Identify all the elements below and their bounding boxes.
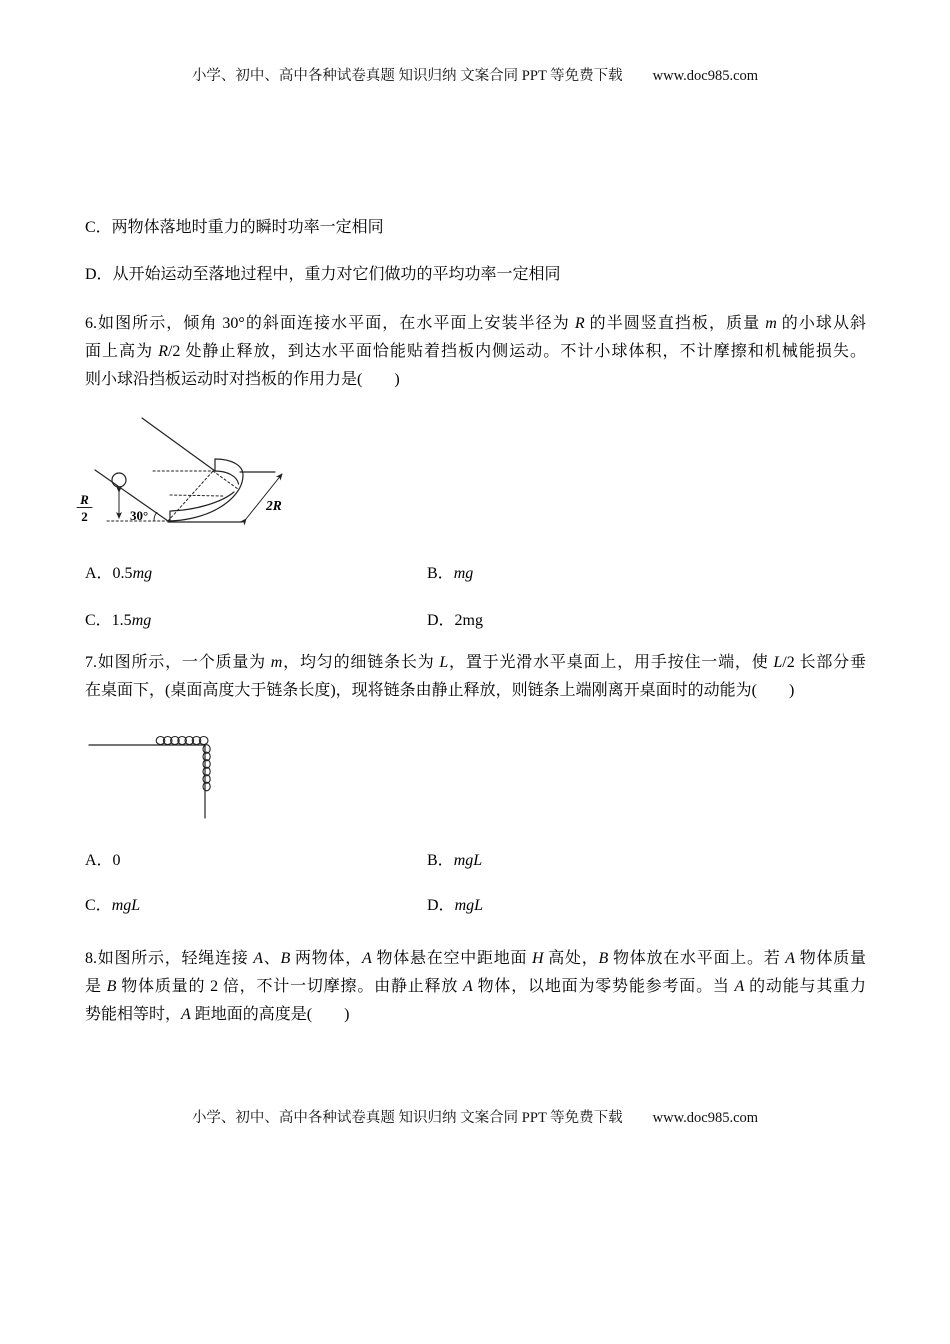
q5-option-d: D．从开始运动至落地过程中，重力对它们做功的平均功率一定相同 xyxy=(85,266,561,283)
q7-figure-svg xyxy=(85,730,220,825)
q7-figure xyxy=(85,730,220,830)
q6-option-b: B．mg xyxy=(427,565,474,582)
q6-option-d: D．2mg xyxy=(427,612,484,629)
baffle-outer-arc xyxy=(168,459,243,521)
q6-option-c: C．1.5mg xyxy=(85,612,152,629)
baffle-inner-top-arc xyxy=(215,471,239,484)
diameter-label: 2R xyxy=(266,498,282,513)
header-slogan: 小学、初中、高中各种试卷真题 知识归纳 文案合同 PPT 等免费下载 xyxy=(191,68,623,84)
page-footer xyxy=(0,1108,950,1128)
page-header xyxy=(0,66,950,86)
q7-stem xyxy=(85,649,866,705)
q6-stem-line-2: 面上高为 R/2 处静止释放，到达水平面恰能贴着挡板内侧运动。不计小球体积，不计摩擦和机械能损失。 xyxy=(85,343,866,360)
q7-stem-line-2: 在桌面下，(桌面高度大于链条长度)，现将链条由静止释放，则链条上端刚离开桌面时的动能为( ) xyxy=(85,682,795,699)
mid-dotted-line xyxy=(170,495,223,496)
diameter-ext-dotted-line xyxy=(213,471,238,489)
q7-option-a: A．0 xyxy=(85,852,121,869)
q8-stem-line-3: 势能相等时，A 距地面的高度是( ) xyxy=(85,1006,350,1023)
q6-figure-svg xyxy=(75,412,310,536)
angle-arc xyxy=(154,513,157,522)
q8-stem-line-2: 是 B 物体质量的 2 倍，不计一切摩擦。由静止释放 A 物体，以地面为零势能参考面。当 A 的动能与其重力 xyxy=(85,978,866,995)
q6-stem xyxy=(85,310,866,394)
q5-option-c: C．两物体落地时重力的瞬时功率一定相同 xyxy=(85,219,384,236)
fraction-denominator-label: 2 xyxy=(81,509,88,524)
footer-site-link[interactable]: www.doc985.com xyxy=(652,1110,759,1126)
q8-stem xyxy=(85,945,866,1029)
q6-figure xyxy=(75,412,310,541)
q7-stem-line-1: 7.如图所示，一个质量为 m，均匀的细链条长为 L，置于光滑水平桌面上，用手按住一端，使 L/2 长部分垂 xyxy=(85,654,866,671)
footer-slogan: 小学、初中、高中各种试卷真题 知识归纳 文案合同 PPT 等免费下载 xyxy=(191,1110,623,1126)
q8-stem-line-1: 8.如图所示，轻绳连接 A、B 两物体，A 物体悬在空中距地面 H 高处，B 物体放在水平面上。若 A 物体质量 xyxy=(85,950,866,967)
incline-back-edge-line xyxy=(142,418,215,471)
q7-option-c: C．mgL xyxy=(85,897,141,914)
ball-icon xyxy=(112,473,126,487)
q6-stem-line-1: 6.如图所示，倾角 30°的斜面连接水平面，在水平面上安装半径为 R 的半圆竖直挡板，质量 m 的小球从斜 xyxy=(85,315,866,332)
q6-stem-line-3: 则小球沿挡板运动时对挡板的作用力是( ) xyxy=(85,371,400,388)
angle-label: 30° xyxy=(130,508,149,523)
q7-option-d: D．mgL xyxy=(427,897,484,914)
q7-option-b: B．mgL xyxy=(427,852,483,869)
header-site-link[interactable]: www.doc985.com xyxy=(652,68,759,84)
fraction-numerator-label: R xyxy=(80,492,89,507)
q6-option-a: A．0.5mg xyxy=(85,565,153,582)
